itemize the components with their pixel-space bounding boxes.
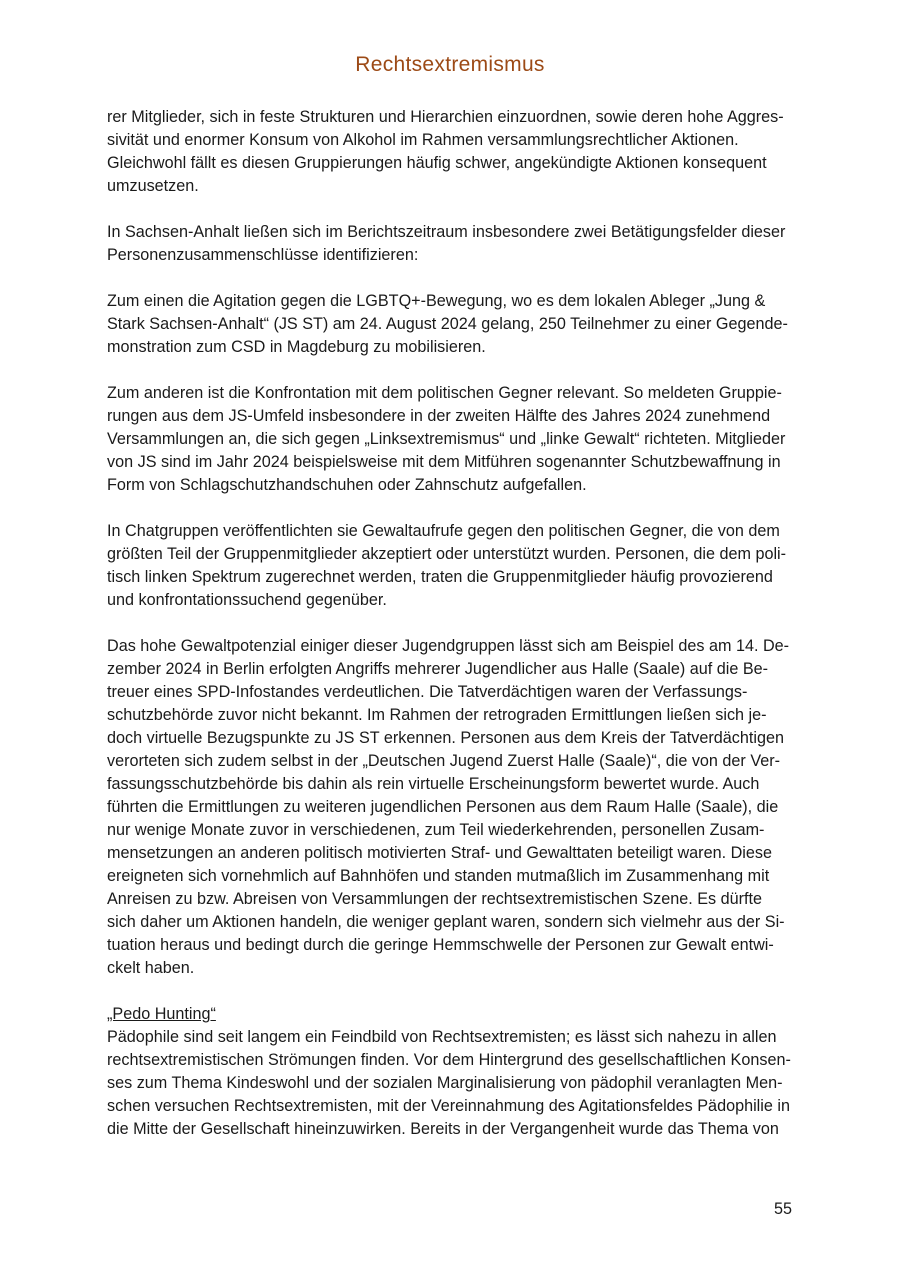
- paragraph-chatgruppen: In Chatgruppen veröffentlichten sie Gewaltaufrufe gegen den politischen Gegner, die von dem größten Teil der Gruppenmitglieder akzeptiert oder unterstützt wurden. Personen, die dem poli- tisch linken Spektrum zugerechnet werden, traten die Gruppenmitglieder häufig provozierend und konfrontationssuchend gegenüber.: [107, 522, 787, 609]
- paragraph-politischer-gegner: Zum anderen ist die Konfrontation mit dem politischen Gegner relevant. So meldeten Gruppie- rungen aus dem JS-Umfeld insbesondere in der zweiten Hälfte des Jahres 2024 zunehmend Versammlungen an, die sich gegen „Linksextremismus“ und „linke Gewalt“ richteten. Mitglieder von JS sind im Jahr 2024 beispielsweise mit dem Mitführen sogenannter Schutzbewaffnung in Form von Schlagschutzhandschuhen oder Zahnschutz aufgefallen.: [107, 384, 786, 494]
- paragraph-gewaltpotenzial: Das hohe Gewaltpotenzial einiger dieser Jugendgruppen lässt sich am Beispiel des am 14. De- zember 2024 in Berlin erfolgten Angriffs mehrerer Jugendlicher aus Halle (Saale) auf die Be- treuer eines SPD-Infostandes verdeutlichen. Die Tatverdächtigen waren der Verfassungs- schutzbehörde zuvor nicht bekannt. Im Rahmen der retrograden Ermittlungen ließen sich je- doch virtuelle Bezugspunkte zu JS ST erkennen. Personen aus dem Kreis der Tatverdächtigen verorteten sich zudem selbst in der „Deutschen Jugend Zuerst Halle (Saale)“, die von der Ver- fassungsschutzbehörde bis dahin als rein virtuelle Erscheinungsform bewertet wurde. Auch führten die Ermittlungen zu weiteren jugendlichen Personen aus dem Raum Halle (Saale), die nur wenige Monate zuvor in verschiedenen, zum Teil wiederkehrenden, personellen Zusam- mensetzungen an anderen politisch motivierten Straf- und Gewalttaten beteiligt waren. Diese ereigneten sich vornehmlich auf Bahnhöfen und standen mutmaßlich im Zusammenhang mit Anreisen zu bzw. Abreisen von Versammlungen der rechtsextremistischen Szene. Es dürfte sich daher um Aktionen handeln, die weniger geplant waren, sondern sich vielmehr aus der Si- tuation heraus und bedingt durch die geringe Hemmschwelle der Personen zur Gewalt entwi- ckelt haben.: [107, 637, 790, 977]
- paragraph-gruppierungen-intro: rer Mitglieder, sich in feste Strukturen und Hierarchien einzuordnen, sowie deren hohe Aggres- sivität und enormer Konsum von Alkohol im Rahmen versammlungsrechtlicher Aktionen. Gleichwohl fällt es diesen Gruppierungen häufig schwer, angekündigte Aktionen konsequent umzusetzen.: [107, 108, 784, 195]
- paragraph-betaetigungsfelder: In Sachsen-Anhalt ließen sich im Berichtszeitraum insbesondere zwei Betätigungsfelder dieser Personenzusammenschlüsse identifizieren:: [107, 223, 786, 264]
- section-body-pedo-hunting: Pädophile sind seit langem ein Feindbild von Rechtsextremisten; es lässt sich nahezu in allen rechtsextremistischen Strömungen finden. Vor dem Hintergrund des gesellschaftlichen Konsen- ses zum Thema Kindeswohl und der sozialen Marginalisierung von pädophil veranlagten Men- schen versuchen Rechtsextremisten, mit der Vereinnahmung des Agitationsfeldes Pädophilie in die Mitte der Gesellschaft hineinzuwirken. Bereits in der Vergangenheit wurde das Thema von: [107, 1028, 791, 1138]
- paragraph-lgbtq-agitation: Zum einen die Agitation gegen die LGBTQ+-Bewegung, wo es dem lokalen Ableger „Jung & Stark Sachsen-Anhalt“ (JS ST) am 24. August 2024 gelang, 250 Teilnehmer zu einer Gegende- monstration zum CSD in Magdeburg zu mobilisieren.: [107, 292, 788, 356]
- page-number: 55: [773, 1200, 792, 1218]
- page-content: [107, 106, 813, 1141]
- page-header-title: Rechtsextremismus: [355, 53, 545, 76]
- section-heading-pedo-hunting: „Pedo Hunting“: [107, 1005, 216, 1023]
